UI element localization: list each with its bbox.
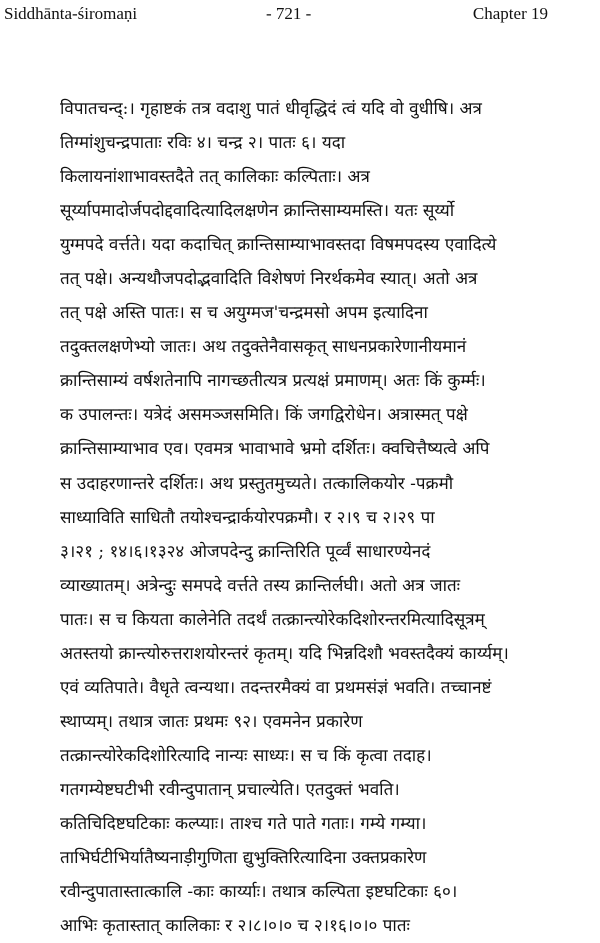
text-line: तदुक्तलक्षणेभ्यो जातः। अथ तदुक्तेनैवासकृत् साधनप्रकारेणानीयमानं bbox=[60, 337, 467, 358]
text-line: कतिचिदिष्टघटिकाः कल्प्याः। ताश्च गते पाते गताः। गम्ये गम्या। bbox=[60, 813, 427, 834]
text-line: गतगम्येष्टघटीभी रवीन्दुपातान् प्रचाल्येति। एतदुक्तं भवति। bbox=[60, 779, 400, 800]
text-line: साध्याविति साधितौ तयोश्चन्द्रार्कयोरपक्रमौ। र २।९ च २।२९ पा bbox=[60, 507, 435, 528]
running-header bbox=[0, 0, 600, 32]
text-line: रवीन्दुपातास्तात्कालि -काः कार्य्याः। तथात्र कल्पिता इष्टघटिकाः ६०। bbox=[60, 882, 458, 903]
text-line: तत् पक्षे। अन्यथौजपदोद्भवादिति विशेषणं निरर्थकमेव स्यात्। अतो अत्र bbox=[60, 269, 478, 290]
text-line: क उपालन्तः। यत्रेदं असमञ्जसमिति। किं जगद्विरोधेन। अत्रास्मत् पक्षे bbox=[60, 405, 468, 426]
text-line: स्थाप्यम्। तथात्र जातः प्रथमः ९२। एवमनेन प्रकारेण bbox=[60, 711, 363, 732]
text-line: पातः। स च कियता कालेनेति तदर्थं तत्क्रान्त्योरेकदिशोरन्तरमित्यादिसूत्रम् bbox=[60, 609, 485, 630]
text-line: तिग्मांशुचन्द्रपाताः रविः ४। चन्द्र २। पातः ६। यदा bbox=[60, 133, 346, 154]
text-line: स उदाहरणान्तरे दर्शितः। अथ प्रस्तुतमुच्यते। तत्कालिकयोर -पक्रमौ bbox=[60, 473, 454, 494]
book-title: Siddhānta-śiromaṇi bbox=[4, 4, 138, 23]
text-line: सूर्य्यापमादोर्जपदोद्दवादित्यादिलक्षणेन क्रान्तिसाम्यमस्ति। यतः सूर्य्यो bbox=[60, 201, 455, 222]
text-line: क्रान्तिसाम्यं वर्षशतेनापि नागच्छतीत्यत्र प्रत्यक्षं प्रमाणम्। अतः किं कुर्म्मः। bbox=[60, 371, 486, 392]
text-line: तत् पक्षे अस्ति पातः। स च अयुग्मज'चन्द्रमसो अपम इत्यादिना bbox=[60, 303, 428, 324]
text-line: क्रान्तिसाम्याभाव एव। एवमत्र भावाभावे भ्रमो दर्शितः। क्वचित्तैष्यत्वे अपि bbox=[60, 439, 490, 460]
text-line: ३।२१ ; १४।६।१३२४ ओजपदेन्दु क्रान्तिरिति पूर्व्वं साधारण्येनदं bbox=[60, 541, 431, 562]
text-line: किलायनांशाभावस्तदैते तत् कालिकाः कल्पिताः। अत्र bbox=[60, 167, 370, 188]
text-line: अतस्तयो क्रान्त्योरुत्तराशयोरन्तरं कृतम्। यदि भिन्नदिशौ भवस्तदैक्यं कार्य्यम्। bbox=[60, 643, 509, 664]
text-line: व्याख्यातम्। अत्रेन्दुः समपदे वर्त्तते तस्य क्रान्तिर्लघी। अतो अत्र जातः bbox=[60, 575, 461, 596]
chapter-label: Chapter 19 bbox=[472, 4, 548, 23]
text-line: विपातचन्द्:। गृहाष्टकं तत्र वदाशु पातं धीवृद्धिदं त्वं यदि वो वुधीषि। अत्र bbox=[60, 99, 482, 119]
text-line: तत्क्रान्त्योरेकदिशोरित्यादि नान्यः साध्यः। स च किं कृत्वा तदाह। bbox=[60, 745, 432, 766]
text-line: आभिः कृतास्तात् कालिकाः र २।८।०।० च २।१६।०।० पातः bbox=[60, 916, 410, 937]
page-number: - 721 - bbox=[266, 4, 312, 23]
text-line: ताभिर्घटीभिर्यातैष्यनाड़ीगुणिता द्युभुक्तिरित्यादिना उक्तप्रकारेण bbox=[60, 848, 427, 869]
page-body bbox=[60, 92, 600, 943]
text-line: एवं व्यतिपाते। वैधृते त्वन्यथा। तदन्तरमैक्यं वा प्रथमसंज्ञं भवति। तच्चानष्टं bbox=[60, 677, 492, 698]
text-line: युग्मपदे वर्त्तते। यदा कदाचित् क्रान्तिसाम्याभावस्तदा विषमपदस्य एवादित्ये bbox=[60, 235, 497, 256]
